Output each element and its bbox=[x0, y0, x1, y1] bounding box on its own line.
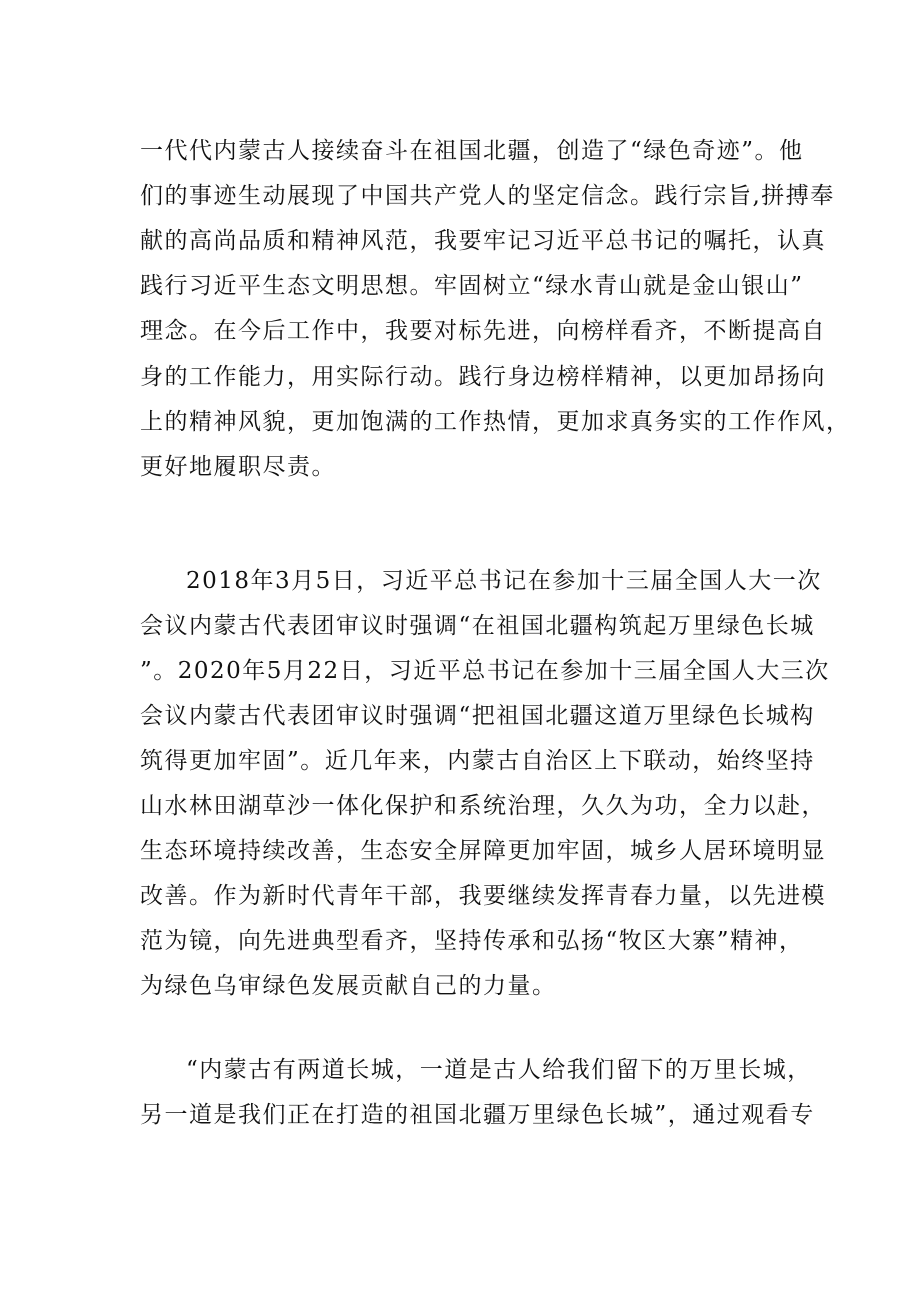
paragraph-3-line-1: “内蒙古有两道长城，一道是古人给我们留下的万里长城， bbox=[186, 1057, 812, 1083]
paragraph-2-line-4: 会议内蒙古代表团审议时强调“把祖国北疆这道万里绿色长城构 bbox=[140, 703, 815, 729]
paragraph-1-line-6: 身的工作能力，用实际行动。践行身边榜样精神，以更加昂扬向 bbox=[140, 364, 826, 390]
paragraph-1-line-2: 们的事迹生动展现了中国共产党人的坚定信念。践行宗旨,拼搏奉 bbox=[140, 183, 835, 209]
paragraph-2-line-8: 改善。作为新时代青年干部，我要继续发挥青春力量，以先进模 bbox=[140, 883, 826, 909]
paragraph-1-line-5: 理念。在今后工作中，我要对标先进，向榜样看齐，不断提高自 bbox=[140, 318, 826, 344]
paragraph-1-line-1: 一代代内蒙古人接续奋斗在祖国北疆，创造了“绿色奇迹”。他 bbox=[140, 138, 804, 164]
paragraph-1-line-3: 献的高尚品质和精神风范，我要牢记习近平总书记的嘱托，认真 bbox=[140, 228, 826, 254]
paragraph-1-line-7: 上的精神风貌，更加饱满的工作热情，更加求真务实的工作作风， bbox=[140, 409, 851, 435]
paragraph-2-line-3: ”。2020年5月22日，习近平总书记在参加十三届全国人大三次 bbox=[140, 658, 830, 684]
paragraph-2-line-9: 范为镜，向先进典型看齐，坚持传承和弘扬“牧区大寨”精神， bbox=[140, 928, 804, 954]
paragraph-2-line-6: 山水林田湖草沙一体化保护和系统治理，久久为功，全力以赴， bbox=[140, 793, 826, 819]
paragraph-1-line-8: 更好地履职尽责。 bbox=[140, 454, 336, 480]
paragraph-2-line-5: 筑得更加牢固”。近几年来，内蒙古自治区上下联动，始终坚持 bbox=[140, 748, 815, 774]
paragraph-2-line-2: 会议内蒙古代表团审议时强调“在祖国北疆构筑起万里绿色长城 bbox=[140, 613, 815, 639]
paragraph-2-line-10: 为绿色乌审绿色发展贡献自己的力量。 bbox=[140, 973, 557, 999]
paragraph-3-line-2: 另一道是我们正在打造的祖国北疆万里绿色长城”，通过观看专 bbox=[140, 1102, 815, 1128]
paragraph-2-line-7: 生态环境持续改善，生态安全屏障更加牢固，城乡人居环境明显 bbox=[140, 838, 826, 864]
paragraph-2-line-1: 2018年3月5日，习近平总书记在参加十三届全国人大一次 bbox=[186, 568, 822, 594]
paragraph-1-line-4: 践行习近平生态文明思想。牢固树立“绿水青山就是金山银山” bbox=[140, 273, 804, 299]
